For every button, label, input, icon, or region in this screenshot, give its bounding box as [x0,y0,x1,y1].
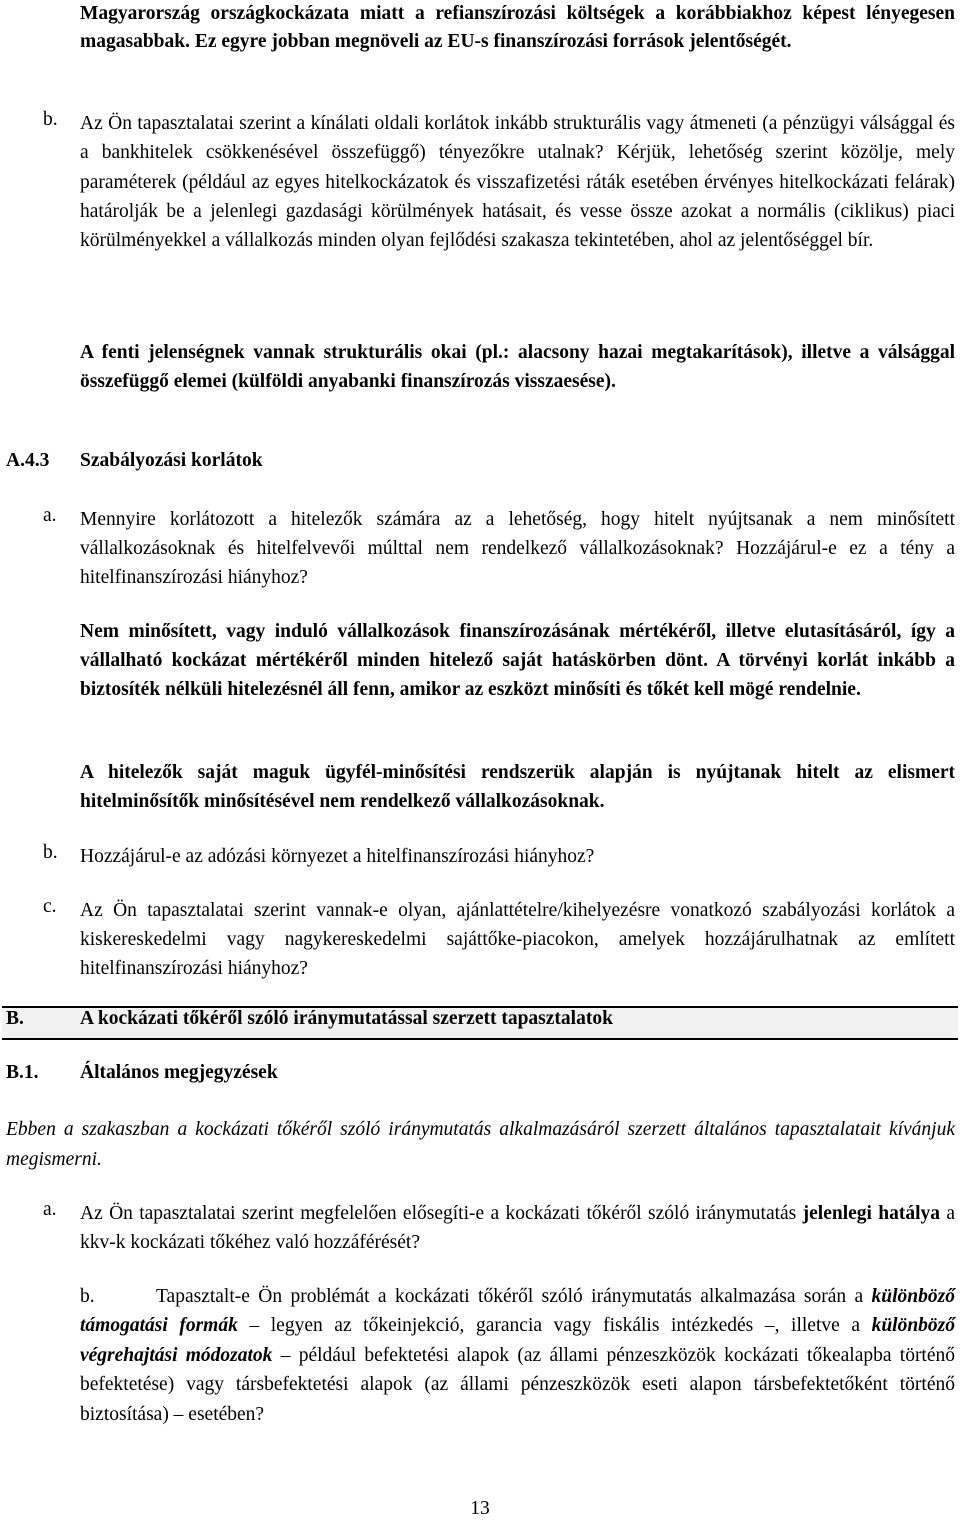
item-a2-text-1: Az Ön tapasztalatai szerint megfelelően elősegíti-e a kockázati tőkéről szóló iránymutatás [80,1203,797,1224]
page-number: 13 [470,1498,490,1519]
item-a-answer-1: Nem minősített, vagy induló vállalkozások finanszírozásának mértékéről, illetve elutasításáról, így a vállalható kockázat mértékéről minden hitelező saját hatáskörben dönt. A törvényi korlát inkább a biztosíték nélküli hitelezésnél áll fenn, amikor az eszközt minősíti és tőkét kell mögé rendelnie. [80,621,955,700]
item-c-question: Az Ön tapasztalatai szerint vannak-e olyan, ajánlattételre/kihelyezésre vonatkozó szabályozási korlátok a kiskereskedelmi vagy nagykereskedelmi sajáttőke-piacokon, amelyek hozzájárulhatnak az említett hitelfinanszírozási hiányhoz? [80,900,955,979]
item-b-marker: b. [43,109,58,130]
item-a-answer-2: A hitelezők saját maguk ügyfél-minősítési rendszerük alapján is nyújtanak hitelt az elismert hitelminősítők minősítésével nem rendelkező vállalkozásoknak. [80,762,955,812]
section-b-number: B. [6,1008,24,1029]
item-a2-marker: a. [43,1199,57,1220]
section-b1-number: B.1. [6,1062,39,1083]
item-b-question: Az Ön tapasztalatai szerint a kínálati oldali korlátok inkább strukturális vagy átmeneti (a pénzügyi válsággal és a bankhitelek csökkenésével összefüggő) tényezőkre utalnak? Kérjük, lehetőség szerint közölje, mely paraméterek (például az egyes hitelkockázatok és visszafizetési ráták esetében érvényes hitelkockázati felárak) határolják be a jelenlegi gazdasági körülmények hatásait, és vesse össze azokat a normális (ciklikus) piaci körülményekkel a vállalkozás minden olyan fejlődési szakasza tekintetében, ahol az jelentőséggel bír. [80,113,955,252]
item-b3-text-2: – legyen az tőkeinjekció, garancia vagy fiskális intézkedés –, illetve a [249,1315,860,1337]
item-b2-marker: b. [43,842,58,863]
item-b3-text-1: Tapasztalt-e Ön problémát a kockázati tőkéről szóló iránymutatás alkalmazása során a [156,1286,864,1307]
item-a-question: Mennyire korlátozott a hitelezők számára az a lehetőség, hogy hitelt nyújtsanak a nem minősített vállalkozásoknak és hitelfelvevői múlttal nem rendelkező vállalkozásoknak? Hozzájárul-e ez a tény a hitelfinanszírozási hiányhoz? [80,509,955,588]
item-b3-emphasis-2: különböző végrehajtási módozatok [80,1315,956,1366]
item-a2-question [80,1199,955,1257]
item-a-marker: a. [43,505,57,526]
item-b3-marker: b. [80,1286,95,1307]
section-a43-title: Szabályozási korlátok [80,450,263,471]
section-a43-number: A.4.3 [6,450,50,471]
item-b3-emphasis-1: különböző támogatási formák [80,1286,955,1337]
item-c-marker: c. [43,896,57,917]
section-b1-intro: Ebben a szakaszban a kockázati tőkéről szóló iránymutatás alkalmazásáról szerzett általános tapasztalatait kívánjuk megismerni. [6,1119,955,1170]
item-b2-question: Hozzájárul-e az adózási környezet a hitelfinanszírozási hiányhoz? [80,846,595,867]
top-paragraph: Magyarország országkockázata miatt a refianszírozási költségek a korábbiakhoz képest lényegesen magasabbak. Ez egyre jobban megnöveli az EU-s finanszírozási források jelentőségét. [80,3,955,52]
section-b-title: A kockázati tőkéről szóló iránymutatással szerzett tapasztalatok [80,1008,613,1029]
item-b3-text-3: – például befektetési alapok (az állami pénzeszközök kockázati tőkealapba történő befektetése) vagy társbefektetési alapok (az állami pénzeszközök eseti alapon társbefektetőként történő biztosítása) – esetében? [80,1344,956,1425]
item-a2-emphasis: jelenlegi hatálya [802,1203,941,1224]
item-b-answer: A fenti jelenségnek vannak strukturális okai (pl.: alacsony hazai megtakarítások), illetve a válsággal összefüggő elemei (külföldi anyabanki finanszírozás visszaesése). [80,342,955,392]
item-b3-question [80,1282,955,1429]
section-b1-title: Általános megjegyzések [80,1062,278,1083]
item-a2-text-2: a kkv-k kockázati tőkéhez való hozzáférését? [80,1203,956,1253]
